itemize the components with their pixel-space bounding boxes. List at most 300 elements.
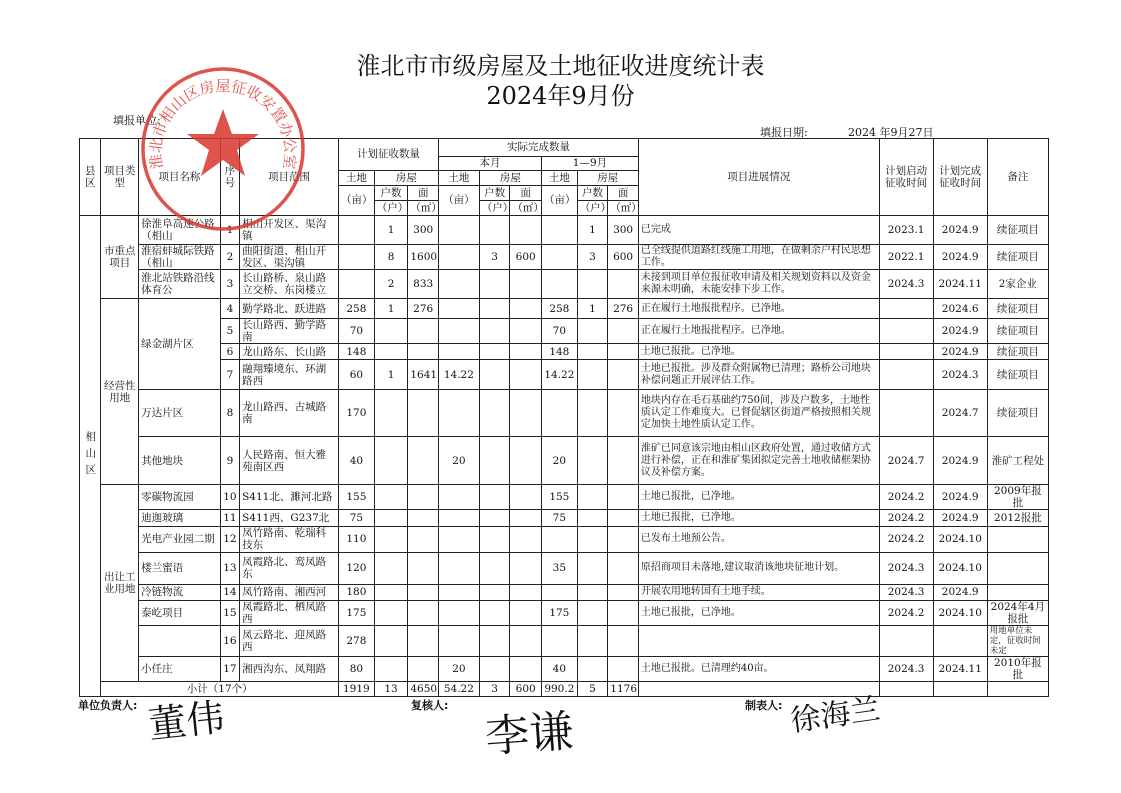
seq-cell: 8 — [220, 390, 239, 437]
m-hh-cell — [479, 437, 510, 485]
plan-area-cell — [408, 552, 439, 584]
year-hu-unit: （户） — [577, 201, 608, 216]
m-hh-cell — [479, 510, 510, 527]
note-cell: 续征项目 — [987, 344, 1048, 360]
range-cell: 勤学路北、跃进路 — [240, 299, 339, 319]
range-cell: 长山路桥、泉山路立交桥、东岗楼立 — [240, 270, 339, 299]
y-hh-cell: 1 — [577, 216, 608, 245]
progress-cell: 土地已报批，已净地。 — [638, 485, 879, 510]
m-hh-cell — [479, 527, 510, 552]
year-land-header: 土地 — [542, 171, 578, 186]
subtotal-plan-land: 1919 — [339, 682, 375, 697]
note-cell: 续征项目 — [987, 245, 1048, 270]
plan-hh-cell — [374, 437, 408, 485]
progress-cell: 土地已报批。已净地。 — [638, 344, 879, 360]
m-area-cell — [510, 299, 542, 319]
m-land-cell — [439, 344, 480, 360]
m-hh-cell — [479, 319, 510, 344]
progress-cell: 原招商项目未落地,建议取消该地块征地计划。 — [638, 552, 879, 584]
seq-cell: 14 — [220, 584, 239, 600]
y-land-cell: 155 — [542, 485, 578, 510]
county-header: 县区 — [80, 139, 101, 216]
start-time-cell — [879, 344, 933, 360]
finish-time-cell: 2024.9 — [933, 245, 987, 270]
finish-time-cell: 2024.7 — [933, 390, 987, 437]
y-hh-cell — [577, 360, 608, 390]
m-hh-cell — [479, 584, 510, 600]
seq-cell: 11 — [220, 510, 239, 527]
page-title: 淮北市市级房屋及土地征收进度统计表 — [356, 52, 765, 80]
table-row — [80, 625, 1049, 657]
project-name-cell: 徐淮阜高速公路（相山 — [139, 216, 221, 245]
start-time-cell: 2024.7 — [879, 437, 933, 485]
y-land-cell — [542, 625, 578, 657]
table-row — [80, 510, 1049, 527]
plan-land-cell: 175 — [339, 600, 375, 625]
note-cell: 2010年报批 — [987, 657, 1048, 682]
plan-area-cell — [408, 584, 439, 600]
plan-hh-cell: 1 — [374, 360, 408, 390]
plan-house-header: 房屋 — [374, 171, 438, 186]
month-mu-unit: （亩） — [439, 186, 480, 216]
reviewer-signature — [483, 695, 575, 765]
start-time-cell: 2024.3 — [879, 657, 933, 682]
plan-hh-cell — [374, 584, 408, 600]
seq-cell: 9 — [220, 437, 239, 485]
y-area-cell — [608, 625, 639, 657]
progress-cell: 土地已报批。已清理约40亩。 — [638, 657, 879, 682]
m-area-cell — [510, 437, 542, 485]
plan-hh-header: 户数 — [374, 186, 408, 201]
note-cell: 续征项目 — [987, 299, 1048, 319]
m-land-cell — [439, 584, 480, 600]
range-cell: 凤霞路北、鸾凤路东 — [240, 552, 339, 584]
plan-hh-cell — [374, 527, 408, 552]
note-cell: 2009年报批 — [987, 485, 1048, 510]
progress-cell — [638, 625, 879, 657]
y-area-cell — [608, 600, 639, 625]
y-land-cell — [542, 270, 578, 299]
month-hu-unit: （户） — [479, 201, 510, 216]
range-cell: 凤竹路南、乾瑞科技东 — [240, 527, 339, 552]
progress-header: 项目进展情况 — [638, 139, 879, 216]
start-time-cell — [879, 360, 933, 390]
plan-hh-cell — [374, 390, 408, 437]
start-time-cell — [879, 625, 933, 657]
y-hh-cell: 3 — [577, 245, 608, 270]
plan-area-cell: 833 — [408, 270, 439, 299]
plan-land-cell: 148 — [339, 344, 375, 360]
progress-cell: 已发布土地预公告。 — [638, 527, 879, 552]
plan-land-header: 土地 — [339, 171, 375, 186]
finish-time-cell: 2024.9 — [933, 485, 987, 510]
plan-land-cell: 80 — [339, 657, 375, 682]
y-area-cell — [608, 510, 639, 527]
plan-land-cell — [339, 216, 375, 245]
month-hh-header: 户数 — [479, 186, 510, 201]
plan-hh-cell — [374, 485, 408, 510]
county-cell: 相山区 — [80, 216, 101, 697]
range-cell: 凤竹路南、湘西河 — [240, 584, 339, 600]
y-area-cell — [608, 360, 639, 390]
subtotal-empty-cell — [987, 682, 1048, 697]
seq-cell: 6 — [220, 344, 239, 360]
y-hh-cell — [577, 625, 608, 657]
range-cell: 融翔臻境东、环湖路西 — [240, 360, 339, 390]
y-area-cell — [608, 657, 639, 682]
table-row — [80, 657, 1049, 682]
month-house-header: 房屋 — [479, 171, 541, 186]
seq-cell: 1 — [220, 216, 239, 245]
y-land-cell — [542, 216, 578, 245]
y-hh-cell — [577, 270, 608, 299]
m-area-cell — [510, 510, 542, 527]
plan-area-cell — [408, 485, 439, 510]
start-time-cell: 2024.2 — [879, 600, 933, 625]
seq-cell: 15 — [220, 600, 239, 625]
table-row — [80, 600, 1049, 625]
plan-mu-unit: （亩） — [339, 186, 375, 216]
plan-area-cell: 276 — [408, 299, 439, 319]
table-row — [80, 584, 1049, 600]
start-header: 计划启动征收时间 — [879, 139, 933, 216]
table-row — [80, 552, 1049, 584]
m-land-cell — [439, 390, 480, 437]
finish-header: 计划完成征收时间 — [933, 139, 987, 216]
plan-land-cell: 40 — [339, 437, 375, 485]
year-area-header: 面 — [608, 186, 639, 201]
page-subtitle: 2024年9月份 — [486, 82, 635, 110]
progress-cell: 已完成 — [638, 216, 879, 245]
project-name-cell: 迪迦玻璃 — [139, 510, 221, 527]
note-cell: 续征项目 — [987, 360, 1048, 390]
note-cell: 用地单位未定，征收时间未定 — [987, 625, 1048, 657]
note-cell: 2家企业 — [987, 270, 1048, 299]
plan-hu-unit: （户） — [374, 201, 408, 216]
m-hh-cell — [479, 552, 510, 584]
range-cell: 曲阳街道、相山开发区、渠沟镇 — [240, 245, 339, 270]
type-cell-key: 市重点项目 — [101, 216, 139, 299]
plan-hh-cell — [374, 319, 408, 344]
plan-area-cell — [408, 319, 439, 344]
range-cell: 人民路南、恒大雅苑南区西 — [240, 437, 339, 485]
note-cell — [987, 527, 1048, 552]
plan-hh-cell — [374, 552, 408, 584]
note-cell: 2012报批 — [987, 510, 1048, 527]
y-area-cell — [608, 270, 639, 299]
finish-time-cell: 2024.6 — [933, 299, 987, 319]
seq-cell: 2 — [220, 245, 239, 270]
plan-land-cell: 258 — [339, 299, 375, 319]
m-area-cell — [510, 344, 542, 360]
start-time-cell: 2024.3 — [879, 270, 933, 299]
leader-signature-text: 董伟 — [146, 695, 227, 747]
subtotal-label: 小计（17个） — [101, 682, 339, 697]
seq-cell: 17 — [220, 657, 239, 682]
plan-area-cell — [408, 600, 439, 625]
y-land-cell: 35 — [542, 552, 578, 584]
plan-land-cell: 120 — [339, 552, 375, 584]
m-area-cell: 600 — [510, 245, 542, 270]
plan-hh-cell — [374, 625, 408, 657]
y-land-cell: 20 — [542, 437, 578, 485]
plan-land-cell — [339, 270, 375, 299]
m-area-cell — [510, 625, 542, 657]
start-time-cell — [879, 390, 933, 437]
table-row — [80, 360, 1049, 390]
plan-hh-cell: 1 — [374, 216, 408, 245]
m-land-cell — [439, 319, 480, 344]
plan-land-cell: 180 — [339, 584, 375, 600]
month-area-header: 面 — [510, 186, 542, 201]
plan-hh-cell: 1 — [374, 299, 408, 319]
finish-time-cell: 2024.3 — [933, 360, 987, 390]
finish-time-cell: 2024.9 — [933, 584, 987, 600]
start-time-cell: 2024.2 — [879, 527, 933, 552]
progress-cell: 地块内存在毛石基础约750间，涉及户数多，土地性质认定工作难度大。已督促辖区街道严格按照相关规定加快土地性质认定工作。 — [638, 390, 879, 437]
m-hh-cell — [479, 270, 510, 299]
m-area-cell — [510, 319, 542, 344]
range-cell: 凤霞路北、栖凤路西 — [240, 600, 339, 625]
start-time-cell: 2024.2 — [879, 510, 933, 527]
m-area-cell — [510, 360, 542, 390]
plan-m2-unit: （㎡） — [408, 201, 439, 216]
range-cell: 湘西沟东、凤翔路 — [240, 657, 339, 682]
y-area-cell — [608, 584, 639, 600]
y-area-cell — [608, 485, 639, 510]
note-cell: 续征项目 — [987, 319, 1048, 344]
finish-time-cell: 2024.10 — [933, 527, 987, 552]
plan-area-cell — [408, 510, 439, 527]
m-land-cell — [439, 270, 480, 299]
m-land-cell — [439, 527, 480, 552]
y-area-cell: 300 — [608, 216, 639, 245]
finish-time-cell — [933, 625, 987, 657]
y-land-cell: 14.22 — [542, 360, 578, 390]
y-hh-cell — [577, 319, 608, 344]
y-land-cell — [542, 390, 578, 437]
subtotal-m-hh: 3 — [479, 682, 510, 697]
m-land-cell — [439, 625, 480, 657]
plan-area-cell — [408, 344, 439, 360]
range-cell: S411西、G237北 — [240, 510, 339, 527]
seq-cell: 3 — [220, 270, 239, 299]
y-hh-cell: 1 — [577, 299, 608, 319]
subtotal-m-land: 54.22 — [439, 682, 480, 697]
progress-cell: 正在履行土地报批程序。已净地。 — [638, 319, 879, 344]
y-hh-cell — [577, 390, 608, 437]
plan-land-cell: 60 — [339, 360, 375, 390]
note-cell: 续征项目 — [987, 216, 1048, 245]
progress-cell: 土地已报批。涉及群众附属物已清理；路桥公司地块补偿问题正开展评估工作。 — [638, 360, 879, 390]
progress-cell: 土地已报批，已净地。 — [638, 510, 879, 527]
seq-cell: 16 — [220, 625, 239, 657]
plan-area-cell — [408, 390, 439, 437]
name-header: 项目名称 — [139, 139, 221, 216]
m-land-cell — [439, 485, 480, 510]
start-time-cell: 2024.2 — [879, 485, 933, 510]
start-time-cell — [879, 299, 933, 319]
m-hh-cell — [479, 390, 510, 437]
table-row — [80, 344, 1049, 360]
table-row — [80, 270, 1049, 299]
m-land-cell — [439, 216, 480, 245]
y-land-cell — [542, 584, 578, 600]
progress-cell: 正在履行土地报批程序。已净地。 — [638, 299, 879, 319]
m-land-cell: 20 — [439, 657, 480, 682]
plan-area-cell — [408, 657, 439, 682]
plan-hh-cell — [374, 657, 408, 682]
group-name-cell: 其他地块 — [139, 437, 221, 485]
plan-hh-cell: 2 — [374, 270, 408, 299]
year-house-header: 房屋 — [577, 171, 638, 186]
progress-cell: 开展农用地转国有土地手续。 — [638, 584, 879, 600]
seq-cell: 12 — [220, 527, 239, 552]
start-time-cell: 2024.3 — [879, 584, 933, 600]
range-cell: 凤云路北、迎凤路西 — [240, 625, 339, 657]
seq-cell: 13 — [220, 552, 239, 584]
project-name-cell: 光电产业园二期 — [139, 527, 221, 552]
y-land-cell: 175 — [542, 600, 578, 625]
seq-cell: 10 — [220, 485, 239, 510]
type-header: 项目类型 — [101, 139, 139, 216]
actual-header: 实际完成数量 — [439, 139, 639, 157]
finish-time-cell: 2024.9 — [933, 216, 987, 245]
plan-land-cell: 278 — [339, 625, 375, 657]
start-time-cell: 2022.1 — [879, 245, 933, 270]
year-m2-unit: （㎡） — [608, 201, 639, 216]
m-hh-cell: 3 — [479, 245, 510, 270]
seq-cell: 4 — [220, 299, 239, 319]
m-land-cell: 14.22 — [439, 360, 480, 390]
official-seal-icon — [138, 64, 308, 234]
seq-header: 序号 — [220, 139, 239, 216]
m-area-cell — [510, 527, 542, 552]
note-cell: 2024年4月报批 — [987, 600, 1048, 625]
project-name-cell: 小任庄 — [139, 657, 221, 682]
y-hh-cell — [577, 657, 608, 682]
m-hh-cell — [479, 485, 510, 510]
project-name-cell: 零碳物流园 — [139, 485, 221, 510]
year-hh-header: 户数 — [577, 186, 608, 201]
month-land-header: 土地 — [439, 171, 480, 186]
y-land-cell — [542, 527, 578, 552]
progress-cell: 土地已报批，已净地。 — [638, 600, 879, 625]
plan-land-cell: 70 — [339, 319, 375, 344]
plan-land-cell: 170 — [339, 390, 375, 437]
finish-time-cell: 2024.11 — [933, 657, 987, 682]
plan-land-cell: 110 — [339, 527, 375, 552]
m-area-cell — [510, 584, 542, 600]
table-row — [80, 319, 1049, 344]
m-land-cell: 20 — [439, 437, 480, 485]
start-time-cell: 2023.1 — [879, 216, 933, 245]
type-cell-business: 经营性用地 — [101, 299, 139, 485]
table-row — [80, 527, 1049, 552]
plan-area-cell — [408, 625, 439, 657]
y-area-cell: 600 — [608, 245, 639, 270]
y-land-cell: 75 — [542, 510, 578, 527]
project-name-cell: 淮北站铁路沿线体育公 — [139, 270, 221, 299]
subtotal-m-area: 600 — [510, 682, 542, 697]
subtotal-y-land: 990.2 — [542, 682, 578, 697]
y-land-cell: 70 — [542, 319, 578, 344]
group-name-cell: 绿金湖片区 — [139, 299, 221, 390]
m-land-cell — [439, 245, 480, 270]
y-area-cell — [608, 527, 639, 552]
y-hh-cell — [577, 485, 608, 510]
range-cell: 相山开发区、渠沟镇 — [240, 216, 339, 245]
project-name-cell: 冷链物流 — [139, 584, 221, 600]
range-cell: 龙山路西、古城路南 — [240, 390, 339, 437]
subtotal-plan-area: 4650 — [408, 682, 439, 697]
plan-hh-cell — [374, 510, 408, 527]
start-time-cell — [879, 319, 933, 344]
plan-land-cell: 155 — [339, 485, 375, 510]
table-row — [80, 485, 1049, 510]
finish-time-cell: 2024.9 — [933, 319, 987, 344]
m-land-cell — [439, 552, 480, 584]
subtotal-empty-cell — [879, 682, 933, 697]
y-hh-cell — [577, 600, 608, 625]
subtotal-empty-cell — [933, 682, 987, 697]
finish-time-cell: 2024.10 — [933, 600, 987, 625]
subtotal-y-hh: 5 — [577, 682, 608, 697]
start-time-cell: 2024.3 — [879, 552, 933, 584]
note-cell — [987, 552, 1048, 584]
maker-signature-text: 徐海兰 — [788, 691, 883, 740]
m-area-cell — [510, 270, 542, 299]
plan-area-cell — [408, 527, 439, 552]
year-mu-unit: （亩） — [542, 186, 578, 216]
range-cell: 龙山路东、长山路 — [240, 344, 339, 360]
y-hh-cell — [577, 510, 608, 527]
this-month-header: 本月 — [439, 157, 542, 171]
y-land-cell: 40 — [542, 657, 578, 682]
m-area-cell — [510, 216, 542, 245]
range-cell: 长山路西、勤学路南 — [240, 319, 339, 344]
y-land-cell: 148 — [542, 344, 578, 360]
seq-cell: 5 — [220, 319, 239, 344]
reviewer-label: 复核人: — [411, 699, 449, 712]
plan-hh-cell: 8 — [374, 245, 408, 270]
y-area-cell — [608, 437, 639, 485]
note-cell: 淮矿工程处 — [987, 437, 1048, 485]
m-land-cell — [439, 299, 480, 319]
m-land-cell — [439, 600, 480, 625]
progress-cell: 未接到项目单位报征收申请及相关规划资料以及资金来源未明确，未能安排下步工作。 — [638, 270, 879, 299]
leader-signature — [145, 686, 226, 749]
m-hh-cell — [479, 625, 510, 657]
y-hh-cell — [577, 552, 608, 584]
jan-sep-header: 1—9月 — [542, 157, 639, 171]
unit-label: 填报单位: — [113, 114, 161, 127]
type-cell-industrial: 出让工业用地 — [101, 485, 139, 682]
y-hh-cell — [577, 584, 608, 600]
project-name-cell — [139, 625, 221, 657]
m-hh-cell — [479, 216, 510, 245]
range-header: 项目范围 — [240, 139, 339, 216]
note-cell — [987, 584, 1048, 600]
reviewer-signature-text: 李谦 — [483, 705, 575, 763]
project-name-cell: 淮宿蚌城际铁路（相山 — [139, 245, 221, 270]
leader-label: 单位负责人: — [78, 699, 138, 712]
maker-label: 制表人: — [745, 699, 783, 712]
subtotal-y-area: 1176 — [608, 682, 639, 697]
progress-cell: 已全线提供道路红线施工用地，在做剩余户村民思想工作。 — [638, 245, 879, 270]
progress-cell: 淮矿已同意该宗地由相山区政府处置，通过收储方式进行补偿，正在和淮矿集团拟定完善土地收储框架协议及补偿方案。 — [638, 437, 879, 485]
seq-cell: 7 — [220, 360, 239, 390]
